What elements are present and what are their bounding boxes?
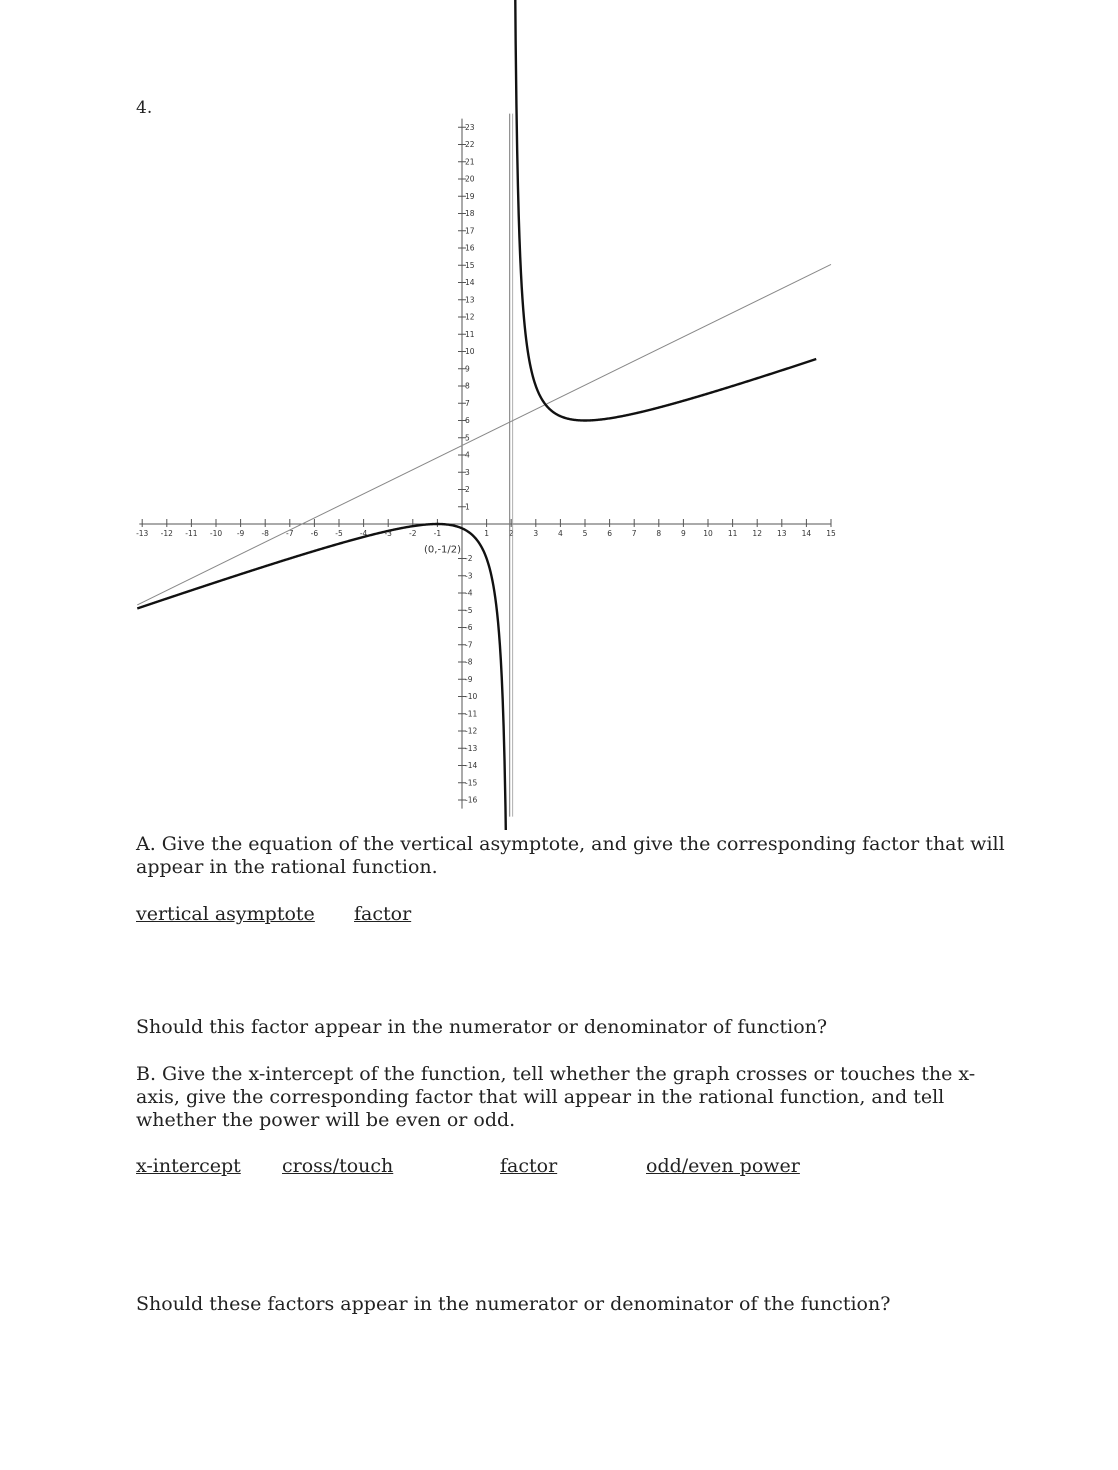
asymptotes (137, 114, 831, 817)
x-tick-label: -11 (185, 529, 198, 538)
x-tick-label: -6 (310, 529, 319, 538)
function-curves (137, 0, 816, 830)
y-tick-label: 7 (465, 398, 470, 408)
x-tick-label: -4 (359, 529, 368, 538)
y-tick-label: 12 (465, 312, 475, 322)
x-tick-label: 11 (727, 529, 738, 538)
y-tick-label: 21 (465, 157, 475, 167)
left-branch-curve (137, 524, 508, 830)
y-tick-label: -2 (465, 554, 473, 563)
x-tick-label: 6 (607, 529, 612, 538)
part-b-question: B. Give the x-intercept of the function, tell whether the graph crosses or touches the x-axis, give the corresponding factor that will appear in the rational function, and tell whether the power will be even or odd. (136, 1063, 976, 1131)
y-tick-label: 14 (465, 278, 475, 287)
y-tick-label: -11 (465, 709, 478, 719)
x-tick-label: 2 (508, 529, 514, 538)
x-tick-label: -13 (136, 529, 149, 538)
x-tick-label: -9 (236, 529, 245, 538)
x-tick-label: -8 (261, 529, 269, 538)
x-tick-label: -5 (335, 529, 343, 538)
annotations (424, 545, 461, 556)
point-label: (0,-1/2) (424, 544, 462, 556)
axes (139, 119, 831, 809)
x-tick-label: 15 (826, 529, 836, 538)
y-tick-label: -7 (465, 640, 473, 650)
x-tick-label: -12 (160, 529, 173, 538)
y-tick-label: 20 (465, 174, 475, 184)
y-tick-label: 17 (465, 226, 475, 236)
y-tick-label: 15 (465, 260, 475, 270)
cross-touch-label: cross/touch (282, 1155, 394, 1177)
x-tick-label: 10 (703, 529, 713, 538)
y-tick-label: 18 (465, 209, 475, 218)
y-tick-label: 2 (465, 485, 470, 494)
x-tick-label: 9 (681, 529, 686, 538)
y-tick-label: 1 (465, 502, 470, 512)
y-tick-label: 10 (465, 347, 475, 356)
problem-number: 4. (136, 98, 153, 118)
y-tick-label: -13 (465, 743, 478, 753)
x-tick-label: 8 (656, 529, 662, 538)
factor-label: factor (354, 903, 412, 925)
y-tick-label: 9 (465, 364, 470, 374)
x-tick-label: -1 (433, 529, 442, 538)
y-tick-label: -4 (465, 588, 473, 598)
y-tick-label: -3 (465, 571, 473, 581)
x-tick-label: 7 (631, 529, 637, 538)
y-tick-label: 11 (465, 329, 475, 339)
part-a-followup: Should this factor appear in the numerator or denominator of function? (136, 1016, 828, 1038)
tick-marks (136, 123, 836, 805)
x-tick-label: -7 (286, 529, 294, 538)
y-tick-label: -12 (465, 726, 478, 736)
x-tick-label: 5 (582, 529, 588, 538)
y-tick-label: -9 (465, 674, 473, 684)
x-intercept-label: x-intercept (136, 1155, 241, 1177)
y-tick-label: 19 (465, 191, 475, 201)
x-tick-label: -10 (209, 529, 223, 538)
y-tick-label: -10 (465, 692, 478, 701)
vertical-asymptote-label: vertical asymptote (136, 903, 315, 925)
y-tick-label: 5 (465, 433, 470, 443)
x-tick-label: 1 (484, 529, 489, 538)
y-tick-label: -5 (465, 605, 473, 615)
factor-label-b: factor (500, 1155, 558, 1177)
x-tick-label: 4 (558, 529, 563, 538)
part-a-question: A. Give the equation of the vertical asymptote, and give the corresponding factor that will appear in the rational function. (136, 833, 1005, 878)
right-branch-curve (514, 0, 816, 421)
odd-even-power-label: odd/even power (646, 1155, 800, 1177)
x-tick-label: -2 (409, 529, 417, 538)
y-tick-label: 23 (465, 122, 475, 132)
x-tick-label: 13 (777, 529, 787, 538)
y-tick-label: -15 (465, 778, 478, 788)
x-tick-label: 14 (801, 529, 812, 538)
y-tick-label: 16 (465, 243, 475, 253)
y-tick-label: 22 (465, 140, 475, 149)
part-b-followup: Should these factors appear in the numerator or denominator of the function? (136, 1293, 891, 1315)
y-tick-label: 3 (465, 467, 470, 477)
y-tick-label: -6 (465, 623, 473, 632)
y-tick-label: 4 (465, 450, 470, 460)
y-tick-label: -8 (465, 657, 473, 667)
y-tick-label: 8 (465, 381, 470, 391)
y-tick-label: -16 (465, 795, 478, 805)
x-tick-label: 12 (752, 529, 762, 538)
y-tick-label: 6 (465, 416, 470, 425)
x-tick-label: -3 (384, 529, 392, 538)
x-tick-label: 3 (533, 529, 539, 538)
y-tick-label: 13 (465, 295, 475, 305)
y-tick-label: -14 (465, 761, 478, 770)
